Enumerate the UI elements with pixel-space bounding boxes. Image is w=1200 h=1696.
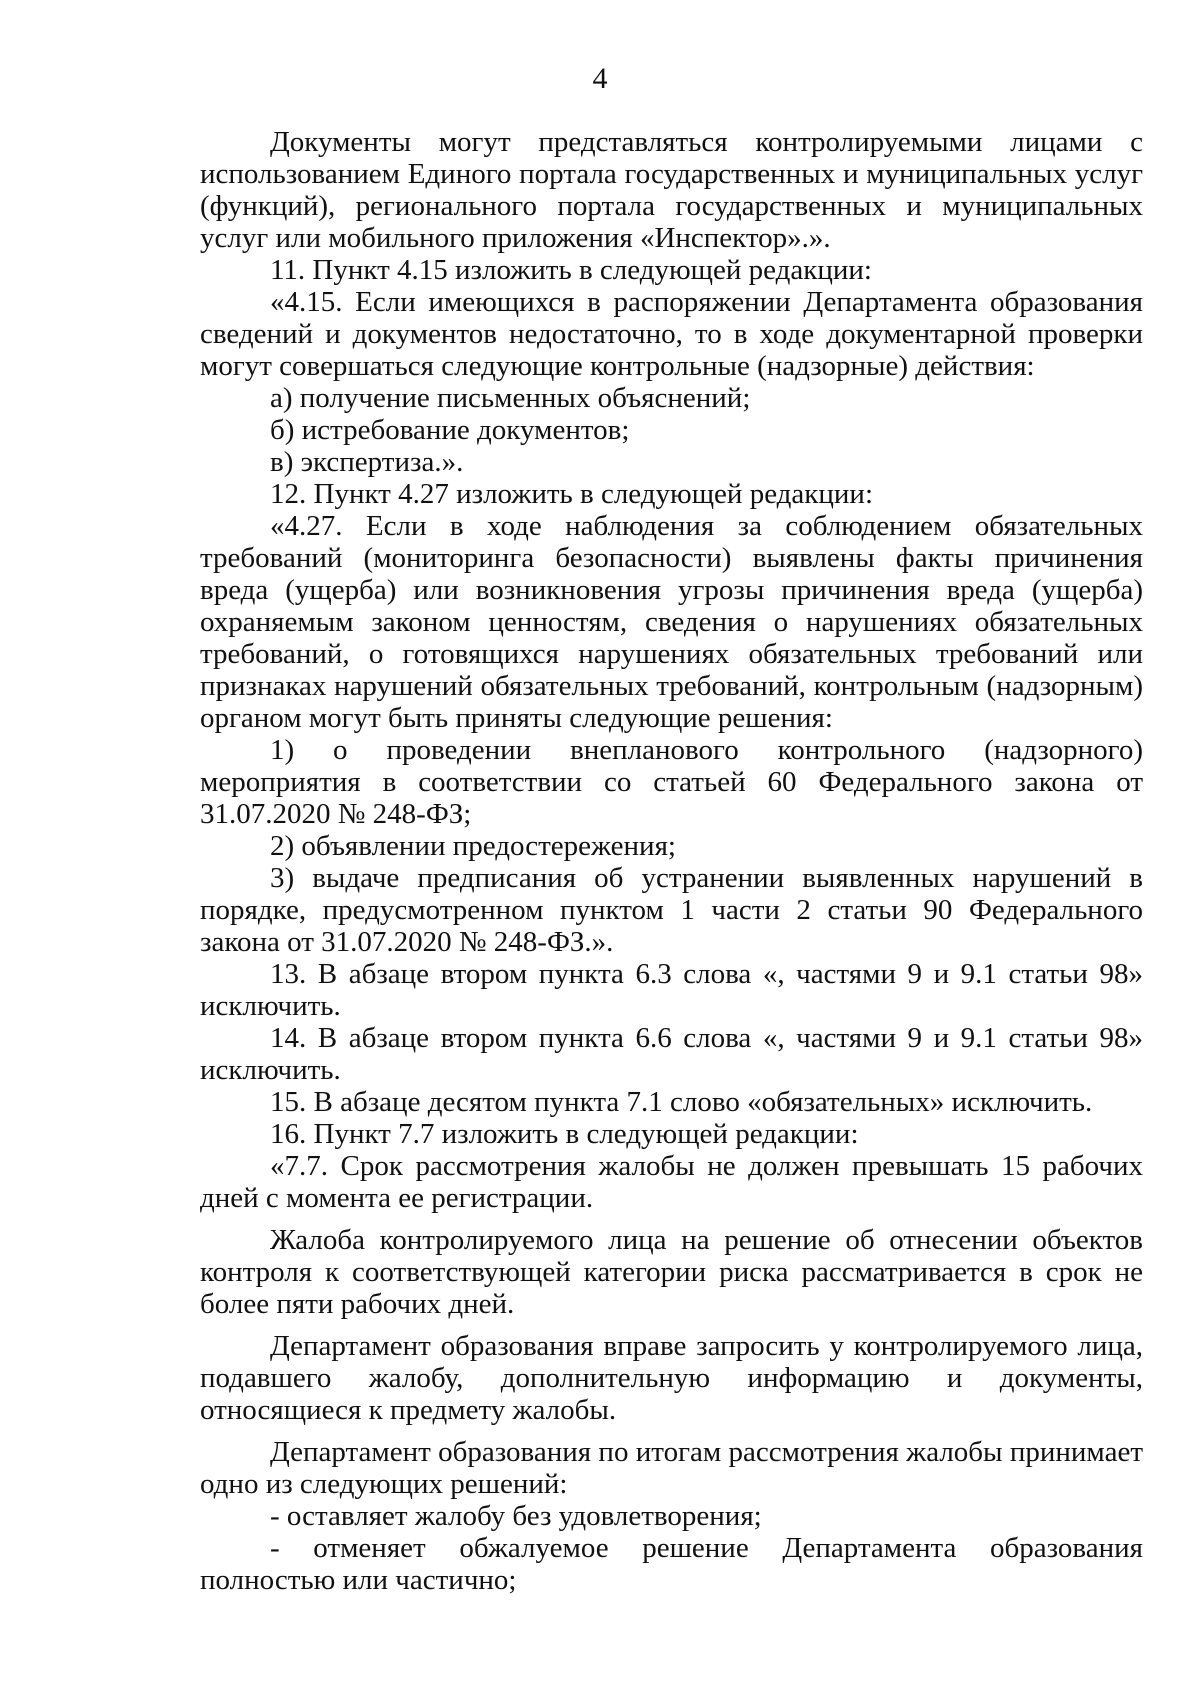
list-item: б) истребование документов; (270, 414, 630, 446)
paragraph: 12. Пункт 4.27 изложить в следующей редакции: (270, 478, 874, 510)
paragraph: 16. Пункт 7.7 изложить в следующей редакции: (270, 1118, 859, 1150)
paragraph: 13. В абзаце втором пункта 6.3 слова «, частями 9 и 9.1 статьи 98» исключить. (200, 958, 1143, 1022)
list-item: 1) о проведении внепланового контрольного (надзорного) мероприятия в соответствии со статьей 60 Федерального закона от 31.07.2020 № 248-ФЗ; (200, 734, 1143, 830)
list-item: а) получение письменных объяснений; (270, 382, 751, 414)
paragraph: Жалоба контролируемого лица на решение об отнесении объектов контроля к соответствующей категории риска рассматривается в срок не более пяти рабочих дней. (200, 1224, 1143, 1320)
paragraph: «7.7. Срок рассмотрения жалобы не должен превышать 15 рабочих дней с момента ее регистрации. (200, 1150, 1143, 1214)
list-item: - отменяет обжалуемое решение Департамента образования полностью или частично; (200, 1532, 1143, 1596)
list-item: - оставляет жалобу без удовлетворения; (270, 1500, 762, 1532)
list-item: в) экспертиза.». (270, 446, 464, 478)
paragraph: «4.27. Если в ходе наблюдения за соблюдением обязательных требований (мониторинга безопасности) выявлены факты причинения вреда (ущерба) или возникновения угрозы причинения вреда (ущерба) охраняемым законом ценностям, сведения о нарушениях обязательных требований, о готовящихся нарушениях обязательных требований или признаках нарушений обязательных требований, контрольным (надзорным) органом могут быть приняты следующие решения: (200, 510, 1143, 734)
paragraph: Департамент образования по итогам рассмотрения жалобы принимает одно из следующих решений: (200, 1436, 1143, 1500)
paragraph: 15. В абзаце десятом пункта 7.1 слово «обязательных» исключить. (270, 1086, 1093, 1118)
page-number: 4 (592, 62, 608, 95)
paragraph: «4.15. Если имеющихся в распоряжении Департамента образования сведений и документов недостаточно, то в ходе документарной проверки могут совершаться следующие контрольные (надзорные) действия: (200, 286, 1143, 382)
paragraph: 11. Пункт 4.15 изложить в следующей редакции: (270, 254, 872, 286)
list-item: 2) объявлении предостережения; (270, 830, 676, 862)
paragraph: Департамент образования вправе запросить у контролируемого лица, подавшего жалобу, дополнительную информацию и документы, относящиеся к предмету жалобы. (200, 1330, 1143, 1426)
paragraph: 14. В абзаце втором пункта 6.6 слова «, частями 9 и 9.1 статьи 98» исключить. (200, 1022, 1143, 1086)
paragraph: Документы могут представляться контролируемыми лицами с использованием Единого портала государственных и муниципальных услуг (функций), регионального портала государственных и муниципальных услуг или мобильного приложения «Инспектор».». (200, 126, 1143, 254)
list-item: 3) выдаче предписания об устранении выявленных нарушений в порядке, предусмотренном пунктом 1 части 2 статьи 90 Федерального закона от 31.07.2020 № 248-ФЗ.». (200, 862, 1143, 958)
document-body (200, 126, 1143, 1596)
